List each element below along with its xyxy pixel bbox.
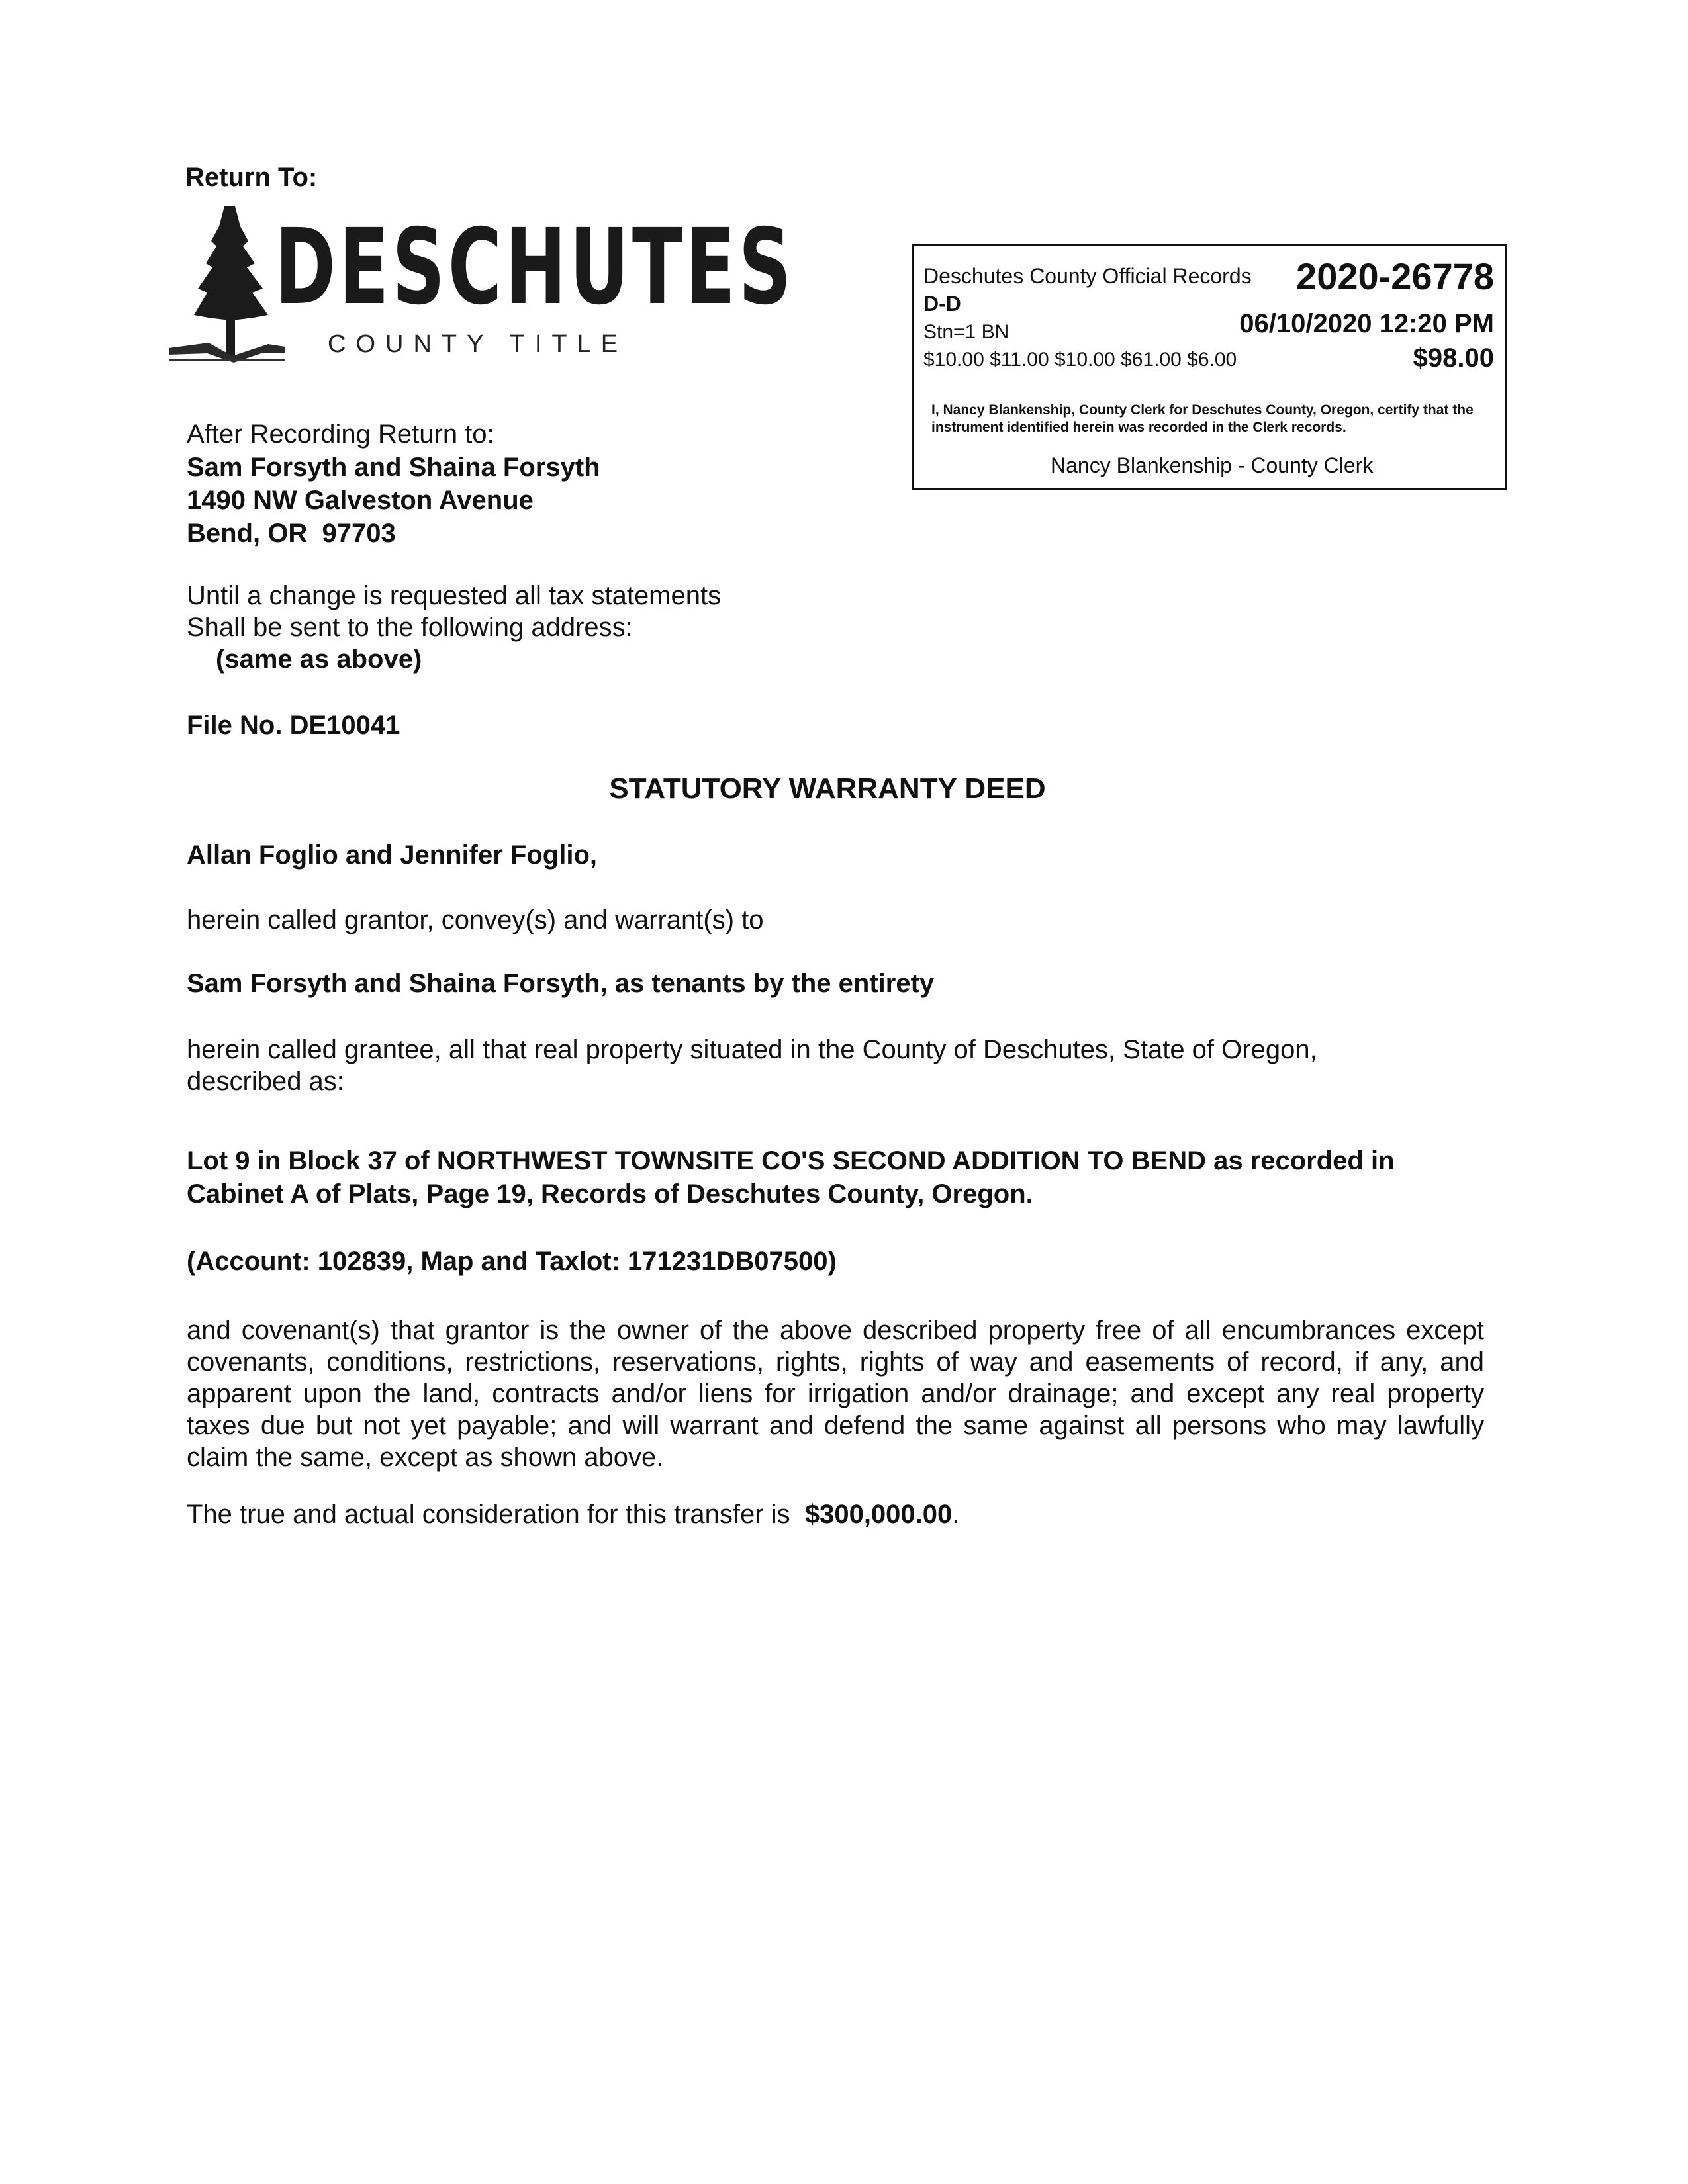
stamp-fees: $10.00 $11.00 $10.00 $61.00 $6.00 [923, 349, 1237, 371]
grantor-clause: herein called grantor, convey(s) and warrant(s) to [187, 905, 764, 934]
stamp-office: Deschutes County Official Records [923, 264, 1252, 288]
consideration-text: The true and actual consideration for this transfer is [187, 1500, 790, 1529]
grantee-clause: herein called grantee, all that real property situated in the County of Deschutes, State of Oregon, described as: [187, 1035, 1317, 1096]
stamp-doc-type: D-D [923, 292, 961, 316]
return-name: Sam Forsyth and Shaina Forsyth [187, 453, 600, 482]
tax-statement-line-2: Shall be sent to the following address: [187, 613, 633, 642]
logo-wordmark: DESCHUTES [275, 206, 795, 328]
stamp-datetime: 06/10/2020 12:20 PM [1239, 309, 1494, 338]
stamp-doc-number: 2020-26778 [1296, 255, 1494, 297]
return-street: 1490 NW Galveston Avenue [187, 486, 534, 515]
stamp-certification: I, Nancy Blankenship, County Clerk for Deschutes County, Oregon, certify that the instrument identified herein was recorded in the Clerk records. [931, 402, 1474, 435]
recording-stamp [912, 244, 1507, 490]
return-to-label: Return To: [185, 163, 318, 192]
pine-tree-icon [169, 206, 288, 372]
covenant-paragraph: and covenant(s) that grantor is the owner of the above described property free of all encumbrances except covenants, conditions, restrictions, reservations, rights, rights of way and easements of record, if any, and apparent upon the land, contracts and/or liens for irrigation and/or drainage; and except any real property taxes due but not yet payable; and will warrant and defend the same against all persons who may lawfully claim the same, except as shown above. [187, 1316, 1484, 1472]
stamp-stn: Stn=1 BN [923, 321, 1009, 343]
stamp-clerk: Nancy Blankenship - County Clerk [1051, 453, 1374, 477]
grantee-names: Sam Forsyth and Shaina Forsyth, as tenants by the entirety [187, 969, 935, 998]
deschutes-county-title-logo [169, 206, 795, 372]
stamp-total: $98.00 [1413, 343, 1494, 373]
return-city: Bend, OR 97703 [187, 519, 396, 548]
account-taxlot: (Account: 102839, Map and Taxlot: 171231DB07500) [187, 1247, 837, 1276]
after-recording-label: After Recording Return to: [187, 420, 494, 449]
consideration-statement [187, 1498, 959, 1530]
tax-statement-line-1: Until a change is requested all tax statements [187, 581, 722, 610]
grantor-names: Allan Foglio and Jennifer Foglio, [187, 841, 597, 870]
legal-description-line-1: Lot 9 in Block 37 of NORTHWEST TOWNSITE CO'S SECOND ADDITION TO BEND as recorded in [187, 1146, 1395, 1175]
consideration-period: . [952, 1500, 960, 1529]
tax-statement-line-3: (same as above) [216, 645, 422, 674]
page-title: STATUTORY WARRANTY DEED [609, 772, 1046, 805]
file-number: File No. DE10041 [187, 711, 400, 740]
logo-subtitle: COUNTY TITLE [328, 330, 628, 358]
legal-description-line-2: Cabinet A of Plats, Page 19, Records of Deschutes County, Oregon. [187, 1179, 1033, 1208]
consideration-amount: $300,000.00 [804, 1500, 953, 1529]
